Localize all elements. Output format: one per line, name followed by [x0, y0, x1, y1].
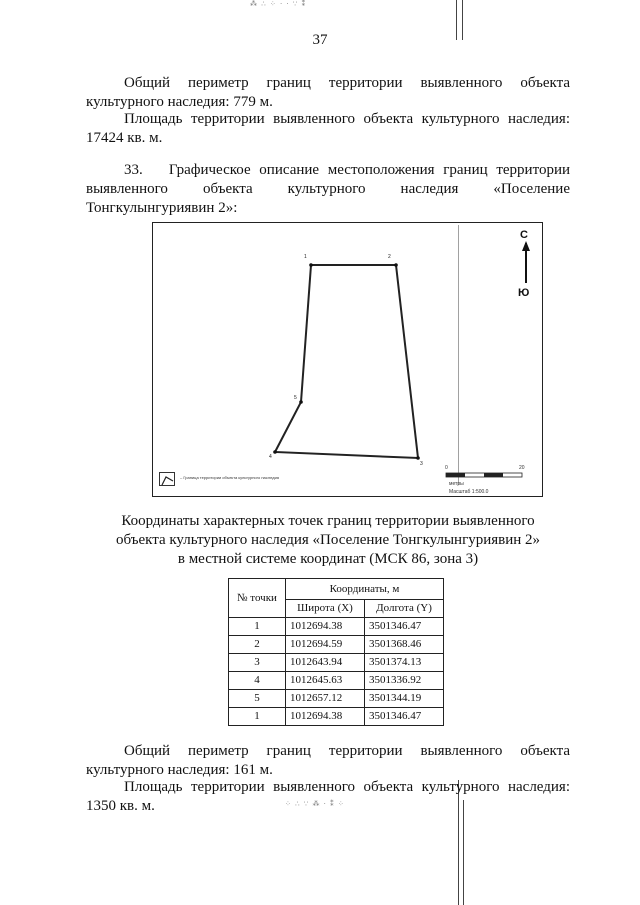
perimeter-2-line-1: Общий периметр границ территории выявленного объекта	[124, 743, 570, 759]
latitude-cell: 1012643.94	[286, 654, 365, 672]
latitude-cell: 1012645.63	[286, 672, 365, 690]
perimeter-1-line-1: Общий периметр границ территории выявленного объекта	[124, 75, 570, 91]
table-row	[229, 654, 444, 672]
perimeter-paragraph-2	[86, 742, 570, 780]
point-number-cell: 1	[229, 708, 286, 726]
scale-bar-icon	[446, 473, 522, 477]
area-paragraph-1	[86, 110, 570, 148]
latitude-cell: 1012694.38	[286, 708, 365, 726]
longitude-cell: 3501336.92	[365, 672, 444, 690]
scan-smudge-bottom: ⁘ ∴ ∵ ⁂ · ⁑ ⁘	[285, 800, 345, 808]
vertex-marker-1	[309, 263, 313, 267]
vertex-label-3: 3	[420, 461, 423, 467]
graphic-line-2: выявленного объекта культурного наследия «Поселение	[86, 181, 570, 197]
point-number-cell: 5	[229, 690, 286, 708]
point-number-cell: 3	[229, 654, 286, 672]
perimeter-1-line-2: культурного наследия: 779 м.	[86, 94, 273, 110]
point-number-cell: 1	[229, 618, 286, 636]
table-row	[229, 618, 444, 636]
vertex-marker-2	[394, 263, 398, 267]
section-number: 33.	[124, 162, 143, 178]
longitude-cell: 3501346.47	[365, 708, 444, 726]
table-header-coordinates: Координаты, м	[286, 579, 444, 600]
table-row	[229, 672, 444, 690]
graphic-line-3: Тонгкулынгуриявин 2»:	[86, 200, 238, 216]
scan-smudge-top: ⁂ ∴ ⁘ · · ∵ ⁑	[250, 0, 307, 8]
area-2-line-1: Площадь территории выявленного объекта культурного наследия:	[124, 779, 570, 795]
scale-ratio-label: Масштаб 1:500.0	[449, 489, 489, 495]
perimeter-2-line-2: культурного наследия: 161 м.	[86, 762, 273, 778]
point-number-cell: 2	[229, 636, 286, 654]
coordinates-caption	[86, 512, 570, 569]
table-row	[229, 636, 444, 654]
graphic-line-1: Графическое описание местоположения границ территории	[168, 162, 570, 178]
caption-line-2: объекта культурного наследия «Поселение Тонгкулынгуриявин 2»	[115, 532, 541, 548]
latitude-cell: 1012657.12	[286, 690, 365, 708]
vertex-marker-5	[299, 400, 303, 404]
longitude-cell: 3501374.13	[365, 654, 444, 672]
page-number: 37	[312, 32, 328, 48]
boundary-scheme	[152, 222, 543, 497]
boundary-map	[153, 223, 544, 498]
vertex-marker-4	[273, 450, 277, 454]
vertex-label-1: 1	[304, 254, 307, 260]
north-label: С	[520, 229, 528, 241]
area-1-line-1: Площадь территории выявленного объекта культурного наследия:	[124, 111, 570, 127]
table-header-longitude: Долгота (Y)	[365, 600, 444, 618]
longitude-cell: 3501344.19	[365, 690, 444, 708]
coordinates-table	[228, 578, 444, 726]
perimeter-paragraph-1	[86, 74, 570, 112]
graphic-description-paragraph	[86, 161, 570, 218]
area-2-line-2: 1350 кв. м.	[86, 798, 155, 814]
table-header-latitude: Широта (X)	[286, 600, 365, 618]
vertex-label-2: 2	[388, 254, 391, 260]
south-label: Ю	[518, 287, 530, 299]
caption-line-1: Координаты характерных точек границ территории выявленного	[121, 513, 535, 529]
territory-boundary-polygon	[275, 265, 418, 458]
vertex-label-4: 4	[269, 454, 272, 460]
area-1-line-2: 17424 кв. м.	[86, 130, 163, 146]
point-number-cell: 4	[229, 672, 286, 690]
vertex-label-5: 5	[294, 395, 297, 401]
longitude-cell: 3501368.46	[365, 636, 444, 654]
latitude-cell: 1012694.38	[286, 618, 365, 636]
scale-units-label: метры	[449, 481, 464, 487]
latitude-cell: 1012694.59	[286, 636, 365, 654]
vertex-marker-3	[416, 456, 420, 460]
scale-zero-label: 0	[445, 465, 448, 471]
table-row	[229, 690, 444, 708]
area-paragraph-2	[86, 778, 570, 816]
longitude-cell: 3501346.47	[365, 618, 444, 636]
legend-box	[159, 472, 175, 486]
table-header-point-number: № точки	[229, 579, 286, 618]
table-row	[229, 708, 444, 726]
scale-max-label: 20	[519, 465, 525, 471]
caption-line-3: в местной системе координат (МСК 86, зона 3)	[177, 551, 479, 567]
north-arrow-icon	[522, 241, 530, 283]
legend-text: – Граница территории объекта культурного наследия	[180, 475, 279, 480]
coordinates-table-body	[229, 618, 444, 726]
